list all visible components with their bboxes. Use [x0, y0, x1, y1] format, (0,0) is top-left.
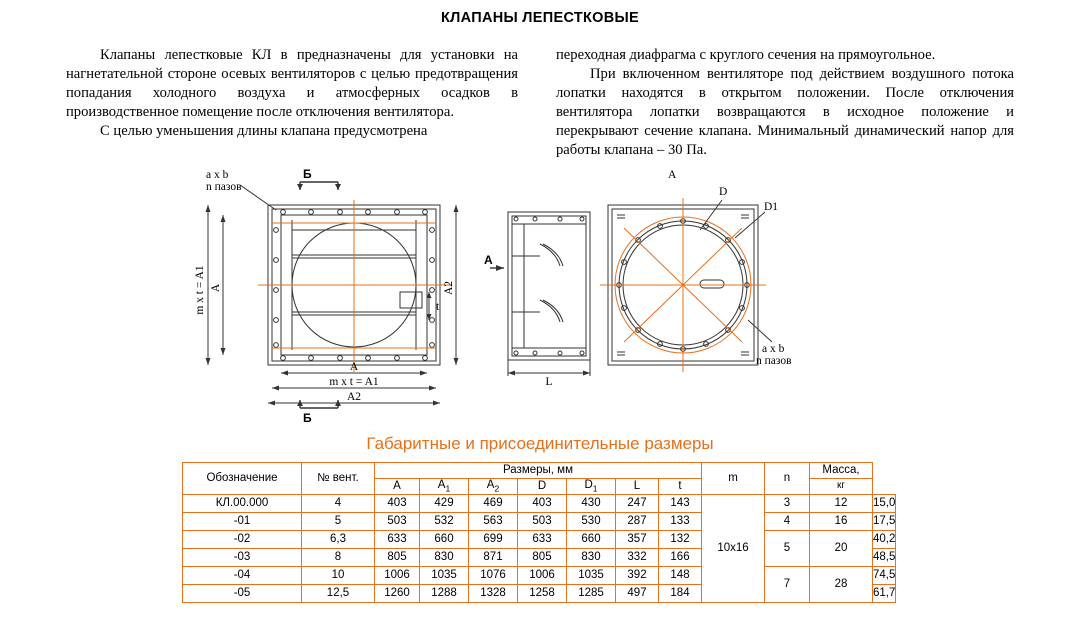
- label-D: D: [719, 186, 728, 198]
- cell-vent: 10: [302, 567, 375, 585]
- cell-vent: 5: [302, 513, 375, 531]
- label-D1: D1: [764, 201, 779, 213]
- dim-A2-vertical: A2: [443, 280, 455, 296]
- dim-A-vertical: A: [210, 283, 222, 293]
- paragraph-4: При включенном вентиляторе под действием воздушного потока лопатки находятся в открытом положении. После отключения вентилятора лопатки возвращаются в исходное положение и перекрывают сечение клапана. Минимальный динамический напор для работы клапана – 30 Па.: [556, 65, 1014, 158]
- header-massa: Масса,: [810, 463, 873, 479]
- cell-m: 3: [765, 495, 810, 513]
- header-razmery: Размеры, мм: [375, 463, 702, 479]
- cell-vent: 4: [302, 495, 375, 513]
- cell-oboz: -02: [183, 531, 302, 549]
- paragraph-2: С целью уменьшения длины клапана предусмотрена: [100, 122, 428, 139]
- cell-t: 132: [659, 531, 702, 549]
- cell-n: 16: [810, 513, 873, 531]
- cell-vent: 8: [302, 549, 375, 567]
- cell-massa: 74,5: [873, 567, 896, 585]
- drawing-svg: [0, 160, 1080, 440]
- label-n-pazov: n пазов: [206, 181, 242, 193]
- cell-A: 1260: [375, 585, 420, 603]
- dim-L: L: [545, 376, 553, 388]
- cell-t: 166: [659, 549, 702, 567]
- cell-A1: 830: [420, 549, 469, 567]
- cell-D: 633: [518, 531, 567, 549]
- header-col-D1: $D_1$: [567, 479, 616, 495]
- cell-n: 20: [810, 531, 873, 567]
- cell-D: 1258: [518, 585, 567, 603]
- cell-oboz: -05: [183, 585, 302, 603]
- cell-A1: 1035: [420, 567, 469, 585]
- cell-L: 332: [616, 549, 659, 567]
- header-col-A1: $A_1$: [420, 479, 469, 495]
- table-row: [183, 513, 896, 531]
- label-view-a: А: [484, 253, 493, 267]
- header-col-D: D: [518, 479, 567, 495]
- dim-A-horizontal: A: [349, 361, 359, 373]
- cell-A2: 1076: [469, 567, 518, 585]
- dimensions-table: [182, 462, 896, 603]
- header-col-A: A: [375, 479, 420, 495]
- cell-A1: 1288: [420, 585, 469, 603]
- cell-D: 805: [518, 549, 567, 567]
- cell-D: 1006: [518, 567, 567, 585]
- cell-D1: 530: [567, 513, 616, 531]
- cell-A1: 532: [420, 513, 469, 531]
- cell-massa: 17,5: [873, 513, 896, 531]
- cell-A2: 871: [469, 549, 518, 567]
- table-row: [183, 531, 896, 549]
- table-header-row-1: [183, 463, 896, 479]
- dim-mxt-A1-horizontal: m x t = A1: [329, 376, 379, 388]
- cell-t: 133: [659, 513, 702, 531]
- technical-drawing: [0, 160, 1080, 440]
- header-col-t: t: [659, 479, 702, 495]
- label-n-pazov-right: n пазов: [756, 355, 792, 367]
- cell-L: 497: [616, 585, 659, 603]
- cell-axb: 10х16: [702, 495, 765, 603]
- cell-D1: 430: [567, 495, 616, 513]
- header-n: n: [765, 463, 810, 495]
- cell-D: 403: [518, 495, 567, 513]
- table-caption: Габаритные и присоединительные размеры: [366, 434, 714, 453]
- label-a-x-b: a x b: [206, 169, 229, 181]
- cell-A2: 699: [469, 531, 518, 549]
- cell-A1: 429: [420, 495, 469, 513]
- cell-massa: 61,7: [873, 585, 896, 603]
- cell-t: 148: [659, 567, 702, 585]
- cell-A2: 469: [469, 495, 518, 513]
- cell-n: 12: [810, 495, 873, 513]
- cell-oboz: -03: [183, 549, 302, 567]
- cell-A: 503: [375, 513, 420, 531]
- cell-t: 184: [659, 585, 702, 603]
- header-num-vent: № вент.: [302, 463, 375, 495]
- label-a-x-b-right: a x b: [762, 343, 785, 355]
- cell-L: 247: [616, 495, 659, 513]
- label-a-right-view: А: [668, 169, 677, 181]
- cell-A: 403: [375, 495, 420, 513]
- cell-oboz: -04: [183, 567, 302, 585]
- cell-D1: 1035: [567, 567, 616, 585]
- cell-A2: 1328: [469, 585, 518, 603]
- cell-A: 1006: [375, 567, 420, 585]
- cell-A: 633: [375, 531, 420, 549]
- header-oboznachenie: Обозначение: [183, 463, 302, 495]
- table-row: [183, 567, 896, 585]
- cell-vent: 6,3: [302, 531, 375, 549]
- header-col-L: L: [616, 479, 659, 495]
- cell-m: 5: [765, 531, 810, 567]
- cell-massa: 48,5: [873, 549, 896, 567]
- cell-m: 4: [765, 513, 810, 531]
- cell-massa: 15,0: [873, 495, 896, 513]
- cell-D1: 660: [567, 531, 616, 549]
- cell-t: 143: [659, 495, 702, 513]
- header-m: m: [702, 463, 765, 495]
- label-section-b-top: Б: [303, 167, 312, 181]
- table-row: [183, 495, 896, 513]
- paragraph-3: переходная диафрагма с круглого сечения на прямоугольное.: [556, 47, 936, 63]
- cell-n: 28: [810, 567, 873, 603]
- cell-A2: 563: [469, 513, 518, 531]
- dim-A2-horizontal: A2: [346, 391, 362, 403]
- cell-A1: 660: [420, 531, 469, 549]
- cell-D: 503: [518, 513, 567, 531]
- dim-t: t: [436, 301, 440, 313]
- header-col-A2: $A_2$: [469, 479, 518, 495]
- cell-vent: 12,5: [302, 585, 375, 603]
- body-text-left-column: [66, 46, 518, 141]
- cell-oboz: -01: [183, 513, 302, 531]
- paragraph-1: Клапаны лепестковые КЛ в предназначены для установки на нагнетательной стороне осевых вентиляторов с целью предотвращения попадания холодного воздуха и атмосферных осадков в производственное помещение после отключения вентилятора.: [66, 47, 518, 120]
- label-section-b-bottom: Б: [303, 411, 312, 425]
- cell-oboz: КЛ.00.000: [183, 495, 302, 513]
- cell-D1: 830: [567, 549, 616, 567]
- cell-L: 392: [616, 567, 659, 585]
- cell-D1: 1285: [567, 585, 616, 603]
- header-massa-unit: кг: [810, 479, 873, 495]
- cell-L: 357: [616, 531, 659, 549]
- page-title: КЛАПАНЫ ЛЕПЕСТКОВЫЕ: [441, 10, 639, 26]
- body-text-right-column: [556, 46, 1014, 160]
- cell-A: 805: [375, 549, 420, 567]
- cell-L: 287: [616, 513, 659, 531]
- cell-massa: 40,2: [873, 531, 896, 549]
- dim-mxt-A1-vertical: m x t = A1: [194, 265, 206, 315]
- cell-m: 7: [765, 567, 810, 603]
